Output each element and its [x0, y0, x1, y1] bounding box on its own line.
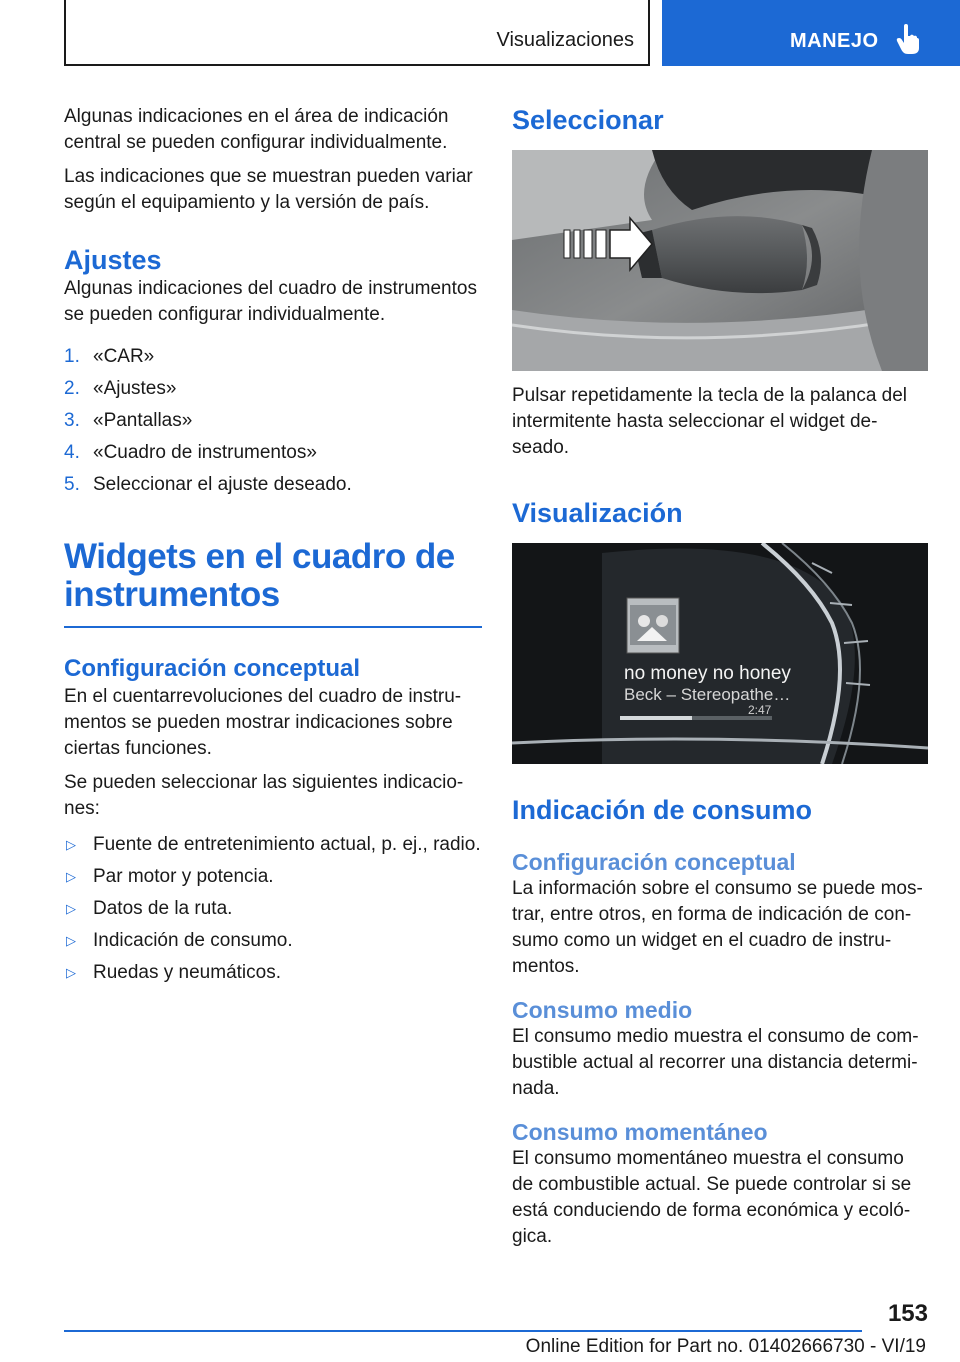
steps-list [64, 344, 482, 498]
seleccionar-paragraph: Pulsar repetidamente la tecla de la palanca del intermitente hasta seleccionar el widget deseado. [512, 385, 908, 458]
visualizacion-heading: Visualización [512, 498, 683, 528]
step-item [64, 344, 482, 370]
left-column [64, 104, 482, 992]
header-section-box [64, 0, 650, 66]
triangle-bullet-icon: ▷ [66, 965, 76, 980]
step-number: 2. [64, 378, 80, 399]
config-paragraph-2: Se pueden seleccionar las siguientes indicaciones: [64, 772, 464, 819]
step-item [64, 376, 482, 402]
header-section-title: Visualizaciones [496, 29, 634, 51]
header-chapter-tab[interactable] [662, 0, 960, 66]
consumo-momentaneo-paragraph: El consumo momentáneo muestra el consumo de combustible actual. Se puede controlar si se está conduciendo de forma económica y ecológica. [512, 1148, 912, 1247]
config-paragraph-1: En el cuentarrevoluciones del cuadro de instrumentos se pueden mostrar indicaciones sobre ciertas funciones. [64, 686, 462, 759]
page-number: 153 [887, 1300, 928, 1327]
step-item [64, 472, 482, 498]
bullet-item [64, 864, 482, 890]
triangle-bullet-icon: ▷ [66, 933, 76, 948]
ajustes-paragraph: Algunas indicaciones del cuadro de instrumentos se pueden configurar individualmente. [64, 278, 477, 325]
bullet-item [64, 832, 482, 858]
step-number: 3. [64, 410, 80, 431]
consumo-config-paragraph: La información sobre el consumo se puede mostrar, entre otros, en forma de indicación de consumo como un widget en el cuadro de instrumentos. [512, 878, 923, 977]
bullet-item [64, 896, 482, 922]
consumo-heading: Indicación de consumo [512, 795, 813, 825]
intro-paragraph-1: Algunas indicaciones en el área de indicación central se pueden configurar individualmente. [64, 106, 449, 153]
config-heading: Configuración conceptual [64, 655, 361, 682]
bullet-item [64, 960, 482, 986]
consumo-medio-paragraph: El consumo medio muestra el consumo de combustible actual al recorrer una distancia determinada. [512, 1026, 919, 1099]
instrument-cluster-image [512, 543, 928, 764]
step-number: 1. [64, 346, 80, 367]
lever-illustration [512, 150, 928, 371]
bullet-text: Fuente de entretenimiento actual, p. ej., radio. [93, 834, 481, 855]
intro-paragraph-2: Las indicaciones que se muestran pueden variar según el equipamiento y la versión de país. [64, 166, 473, 213]
right-column [512, 104, 928, 1258]
bullet-item [64, 928, 482, 954]
step-number: 4. [64, 442, 80, 463]
now-playing-artist: Beck – Stereopathe… [624, 685, 791, 704]
footer-divider [64, 1330, 862, 1332]
bullet-text: Datos de la ruta. [93, 898, 233, 919]
hand-pointer-icon [896, 24, 920, 54]
bullet-text: Ruedas y neumáticos. [93, 962, 281, 983]
bullet-text: Par motor y potencia. [93, 866, 274, 887]
turn-signal-lever-image [512, 150, 928, 371]
header-chapter-title: MANEJO [790, 30, 879, 52]
step-text: «Ajustes» [93, 378, 177, 399]
step-text: «Cuadro de instrumentos» [93, 442, 317, 463]
footer-edition: Online Edition for Part no. 01402666730 - VI/19 [525, 1336, 926, 1357]
widgets-heading: Widgets en el cuadro de instrumentos [64, 538, 482, 628]
triangle-bullet-icon: ▷ [66, 869, 76, 884]
consumo-momentaneo-heading: Consumo momentáneo [512, 1119, 768, 1145]
cluster-illustration [512, 543, 928, 764]
step-item [64, 440, 482, 466]
step-text: «CAR» [93, 346, 155, 367]
now-playing-song: no money no honey [624, 663, 791, 684]
widget-options-list [64, 832, 482, 986]
consumo-medio-heading: Consumo medio [512, 997, 693, 1023]
triangle-bullet-icon: ▷ [66, 837, 76, 852]
seleccionar-heading: Seleccionar [512, 105, 664, 135]
ajustes-heading: Ajustes [64, 245, 162, 275]
now-playing-time: 2:47 [748, 703, 772, 717]
consumo-config-heading: Configuración conceptual [512, 849, 796, 875]
step-number: 5. [64, 474, 80, 495]
triangle-bullet-icon: ▷ [66, 901, 76, 916]
step-text: Seleccionar el ajuste deseado. [93, 474, 352, 495]
step-item [64, 408, 482, 434]
step-text: «Pantallas» [93, 410, 193, 431]
bullet-text: Indicación de consumo. [93, 930, 293, 951]
